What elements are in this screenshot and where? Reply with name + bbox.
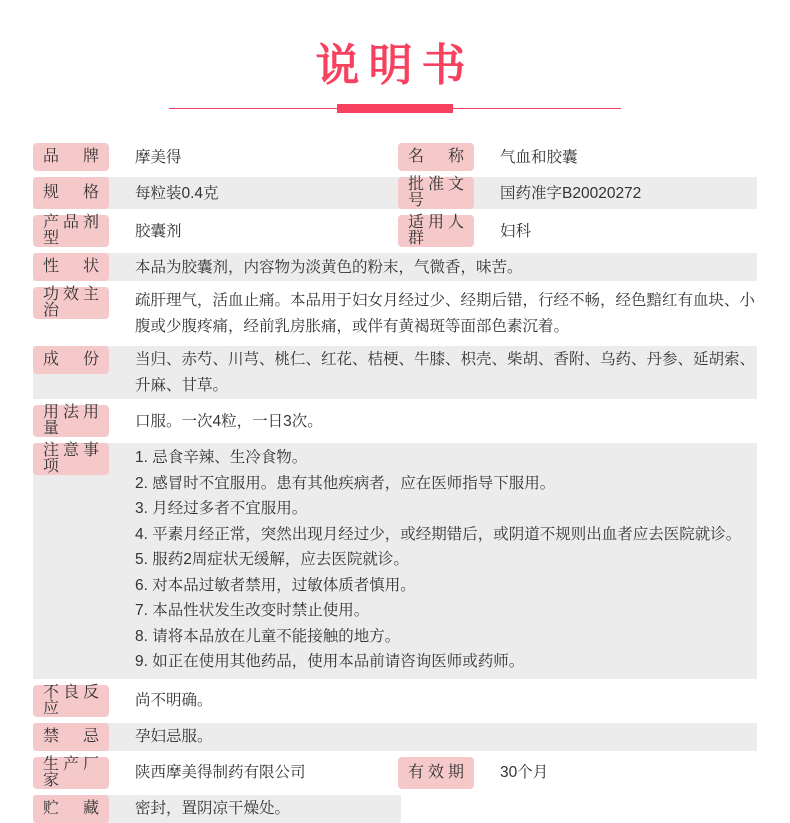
brand-label-box [33, 143, 109, 171]
row-precautions [33, 443, 757, 679]
cell-storage-spacer [401, 795, 757, 823]
dosage-form-label-box [33, 215, 109, 247]
precaution-item-8: 8. 请将本品放在儿童不能接触的地方。 [135, 627, 401, 645]
ingredients-value: 当归、赤芍、川芎、桃仁、红花、桔梗、牛膝、枳壳、柴胡、香附、乌药、丹参、延胡索、升麻、甘草。 [135, 351, 756, 395]
indications-label: 功效主治 [43, 286, 99, 320]
info-table [33, 143, 757, 823]
cell-brand [33, 143, 398, 171]
dosage-form-label: 产品剂型 [43, 214, 99, 248]
contraindications-value: 孕妇忌服。 [135, 728, 213, 746]
brand-label: 品牌 [43, 148, 99, 166]
spec-label: 规格 [43, 184, 99, 202]
precaution-item-1: 1. 忌食辛辣、生冷食物。 [135, 449, 308, 467]
cell-approval-no [398, 177, 757, 209]
target-users-label-box [398, 215, 474, 247]
page-title: 说明书 [315, 40, 475, 91]
precaution-item-2: 2. 感冒时不宜服用。患有其他疾病者，应在医师指导下服用。 [135, 474, 556, 492]
precautions-label-box [33, 443, 109, 475]
adverse-reactions-label-box [33, 685, 109, 717]
precautions-label: 注意事项 [43, 442, 99, 476]
cell-shelf-life [398, 757, 757, 789]
adverse-reactions-label: 不良反应 [43, 683, 99, 717]
properties-value: 本品为胶囊剂，内容物为淡黄色的粉末，气微香，味苦。 [135, 258, 523, 276]
name-label: 名称 [408, 148, 464, 166]
brand-value: 摩美得 [135, 148, 182, 166]
cell-dosage-form [33, 215, 398, 247]
target-users-value: 妇科 [500, 222, 532, 240]
usage-value: 口服。一次4粒，一日3次。 [135, 412, 323, 430]
cell-name [398, 143, 757, 171]
ingredients-label: 成份 [43, 351, 99, 369]
shelf-life-label-box [398, 757, 474, 789]
properties-label-box [33, 253, 109, 281]
name-label-box [398, 143, 474, 171]
properties-label: 性状 [43, 258, 99, 276]
row-adverse-reactions [33, 685, 757, 717]
row-spec-approval [33, 177, 757, 209]
storage-label: 贮藏 [43, 799, 99, 817]
row-contraindications [33, 723, 757, 751]
precaution-item-5: 5. 服药2周症状无缓解，应去医院就诊。 [135, 551, 409, 569]
contraindications-label: 禁忌 [43, 727, 99, 745]
spec-label-box [33, 177, 109, 209]
target-users-label: 适用人群 [408, 214, 464, 248]
approval-no-label-box [398, 177, 474, 209]
precaution-item-3: 3. 月经过多者不宜服用。 [135, 500, 308, 518]
approval-no-label: 批准文号 [408, 176, 464, 210]
divider-bar [337, 104, 453, 113]
cell-target-users [398, 215, 757, 247]
row-brand-name [33, 143, 757, 171]
row-properties [33, 253, 757, 281]
shelf-life-value: 30个月 [500, 764, 549, 782]
leaflet-header [0, 0, 790, 113]
storage-value: 密封，置阴凉干燥处。 [135, 800, 291, 818]
row-manufacturer-shelf-life [33, 757, 757, 789]
manufacturer-value: 陕西摩美得制药有限公司 [135, 764, 306, 782]
indications-value: 疏肝理气，活血止痛。本品用于妇女月经过少、经期后错，行经不畅，经色黯红有血块、小腹或少腹疼痛，经前乳房胀痛，或伴有黄褐斑等面部色素沉着。 [135, 292, 756, 336]
precaution-list [109, 443, 757, 679]
row-storage [33, 795, 757, 823]
indications-label-box [33, 287, 109, 319]
cell-storage [33, 795, 401, 823]
adverse-reactions-value: 尚不明确。 [135, 692, 213, 710]
precaution-item-4: 4. 平素月经正常，突然出现月经过少，或经期错后，或阴道不规则出血者应去医院就诊。 [135, 525, 742, 543]
row-form-users [33, 215, 757, 247]
dosage-form-value: 胶囊剂 [135, 222, 182, 240]
precaution-item-6: 6. 对本品过敏者禁用，过敏体质者慎用。 [135, 576, 416, 594]
storage-label-box [33, 795, 109, 823]
row-usage [33, 405, 757, 437]
usage-label-box [33, 405, 109, 437]
row-indications [33, 287, 757, 340]
ingredients-label-box [33, 346, 109, 374]
approval-no-value: 国药准字B20020272 [500, 184, 642, 202]
cell-manufacturer [33, 757, 398, 789]
manufacturer-label-box [33, 757, 109, 789]
usage-label: 用法用量 [43, 404, 99, 438]
shelf-life-label: 有效期 [408, 763, 464, 781]
precaution-item-9: 9. 如正在使用其他药品，使用本品前请咨询医师或药师。 [135, 653, 525, 671]
contraindications-label-box [33, 723, 109, 751]
title-divider [169, 104, 621, 113]
manufacturer-label: 生产厂家 [43, 755, 99, 789]
precaution-item-7: 7. 本品性状发生改变时禁止使用。 [135, 602, 370, 620]
row-ingredients [33, 346, 757, 399]
cell-spec [33, 177, 398, 209]
spec-value: 每粒装0.4克 [135, 184, 219, 202]
name-value: 气血和胶囊 [500, 148, 578, 166]
